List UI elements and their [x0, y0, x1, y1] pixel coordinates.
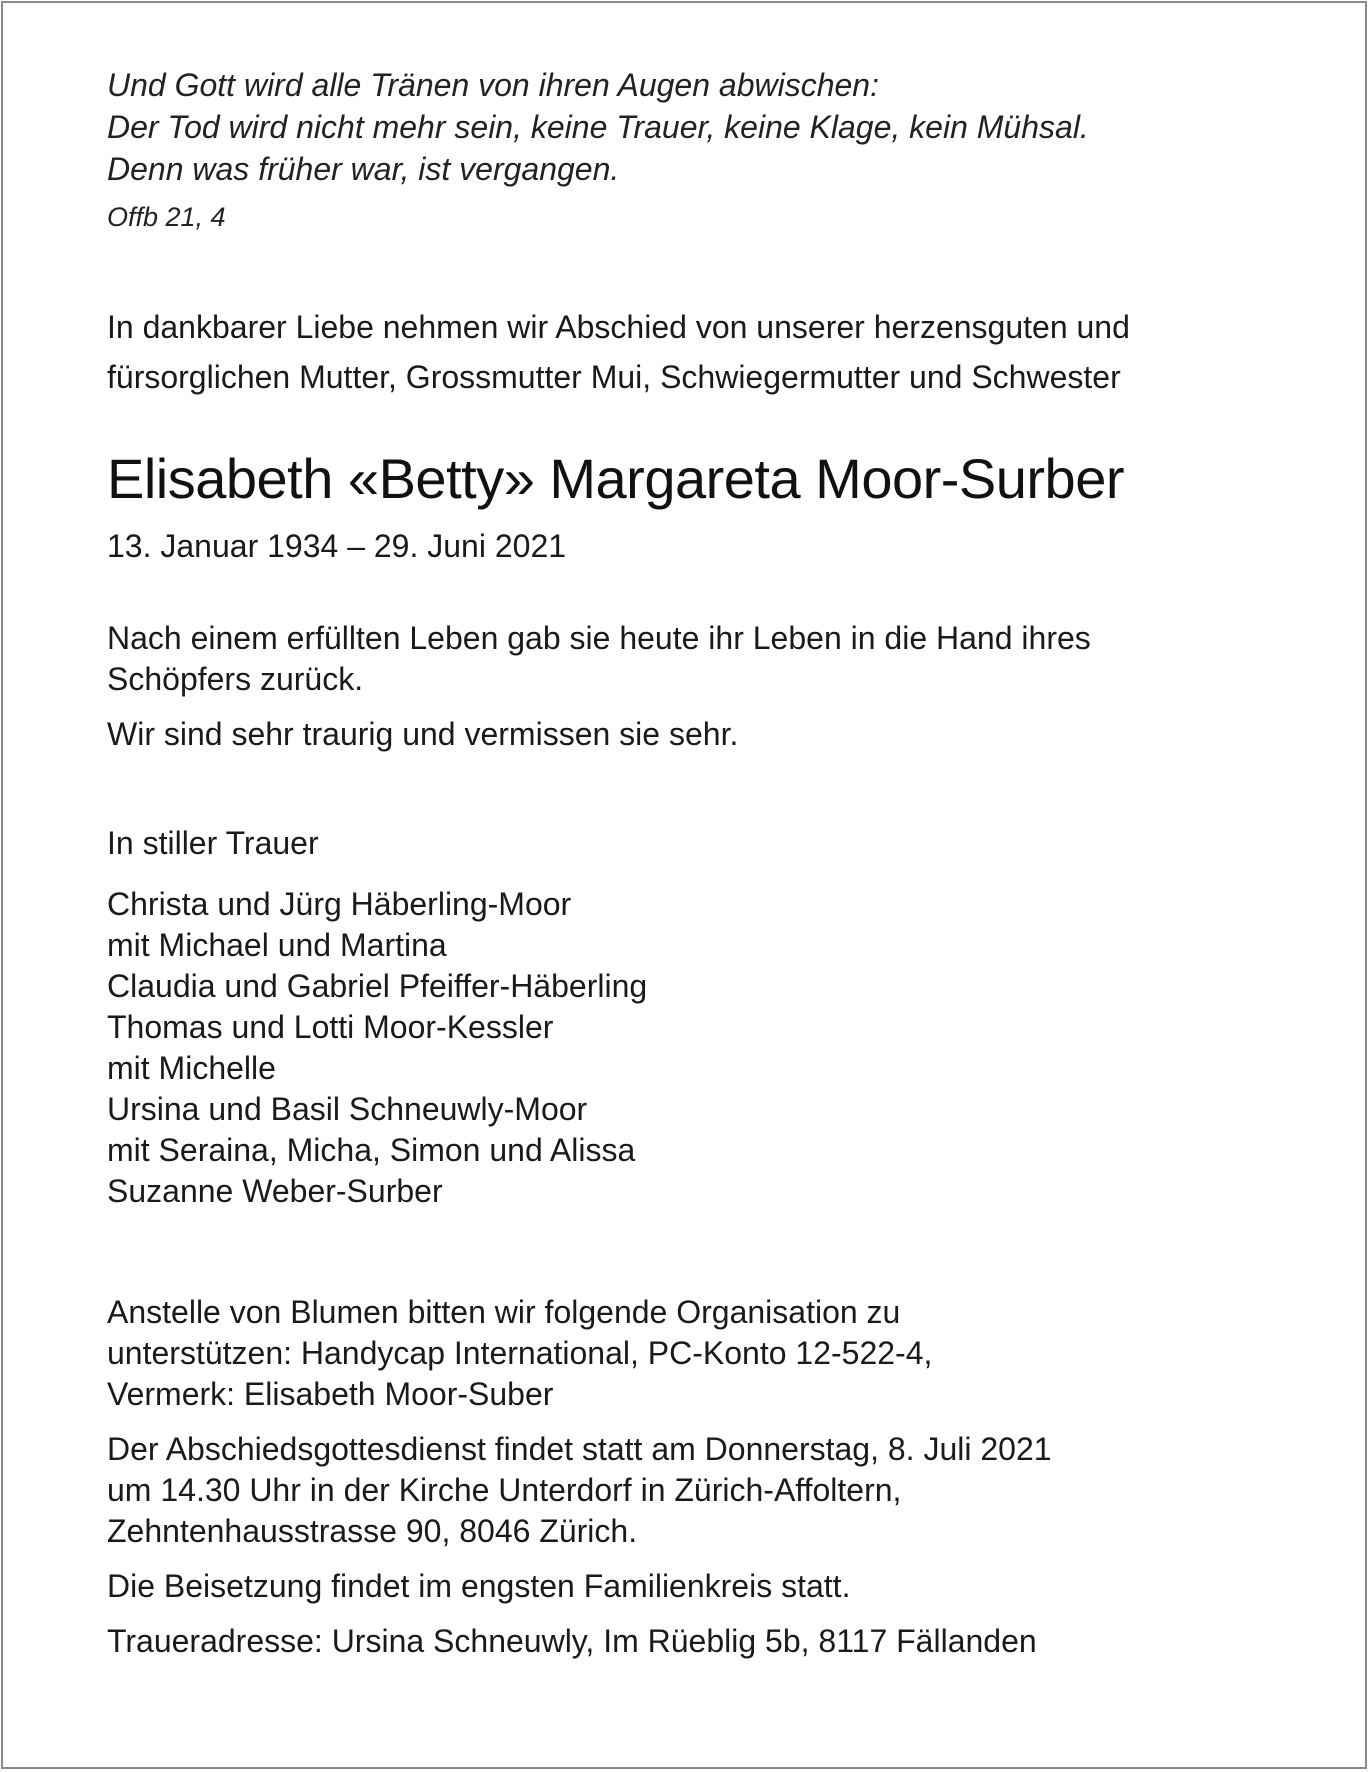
- mourners-list: [107, 884, 1307, 1212]
- mourning-address: Traueradresse: Ursina Schneuwly, Im Rüeblig 5b, 8117 Fällanden: [107, 1623, 1037, 1659]
- obituary-notice: [107, 64, 1307, 1662]
- mourner-name: Christa und Jürg Häberling-Moor: [107, 886, 572, 922]
- intro-line: In dankbarer Liebe nehmen wir Abschied von unserer herzensguten und: [107, 309, 1130, 345]
- intro-line: fürsorglichen Mutter, Grossmutter Mui, Schwiegermutter und Schwester: [107, 359, 1121, 395]
- burial-notice: Die Beisetzung findet im engsten Familienkreis statt.: [107, 1568, 851, 1604]
- life-dates: 13. Januar 1934 – 29. Juni 2021: [107, 528, 567, 564]
- verse-line: Denn was früher war, ist vergangen.: [107, 151, 620, 187]
- donation-line: Anstelle von Blumen bitten wir folgende Organisation zu: [107, 1294, 901, 1330]
- service-line: um 14.30 Uhr in der Kirche Unterdorf in Zürich-Affoltern,: [107, 1472, 902, 1508]
- life-message: [107, 618, 1307, 700]
- donation-line: Vermerk: Elisabeth Moor-Suber: [107, 1376, 554, 1412]
- mourner-name: mit Michelle: [107, 1050, 276, 1086]
- mourner-name: Claudia und Gabriel Pfeiffer-Häberling: [107, 968, 648, 1004]
- donation-notice: [107, 1292, 1307, 1415]
- donation-line: unterstützen: Handycap International, PC-Konto 12-522-4,: [107, 1335, 933, 1371]
- verse-reference: Offb 21, 4: [107, 202, 226, 232]
- bible-verse: [107, 64, 1307, 190]
- mourning-label: In stiller Trauer: [107, 825, 319, 861]
- deceased-name: Elisabeth «Betty» Margareta Moor-Surber: [107, 447, 1124, 510]
- mourner-name: mit Seraina, Micha, Simon und Alissa: [107, 1132, 636, 1168]
- mourner-name: Ursina und Basil Schneuwly-Moor: [107, 1091, 588, 1127]
- verse-line: Der Tod wird nicht mehr sein, keine Trauer, keine Klage, kein Mühsal.: [107, 109, 1089, 145]
- service-notice: [107, 1429, 1307, 1552]
- service-line: Der Abschiedsgottesdienst findet statt am Donnerstag, 8. Juli 2021: [107, 1431, 1052, 1467]
- mourner-name: mit Michael und Martina: [107, 927, 447, 963]
- mourner-name: Thomas und Lotti Moor-Kessler: [107, 1009, 554, 1045]
- verse-line: Und Gott wird alle Tränen von ihren Augen abwischen:: [107, 67, 879, 103]
- life-message-line: Nach einem erfüllten Leben gab sie heute ihr Leben in die Hand ihres: [107, 620, 1091, 656]
- intro-text: [107, 302, 1307, 402]
- mourner-name: Suzanne Weber-Surber: [107, 1173, 443, 1209]
- sorrow-message: Wir sind sehr traurig und vermissen sie sehr.: [107, 716, 739, 752]
- service-line: Zehntenhausstrasse 90, 8046 Zürich.: [107, 1513, 638, 1549]
- life-message-line: Schöpfers zurück.: [107, 661, 364, 697]
